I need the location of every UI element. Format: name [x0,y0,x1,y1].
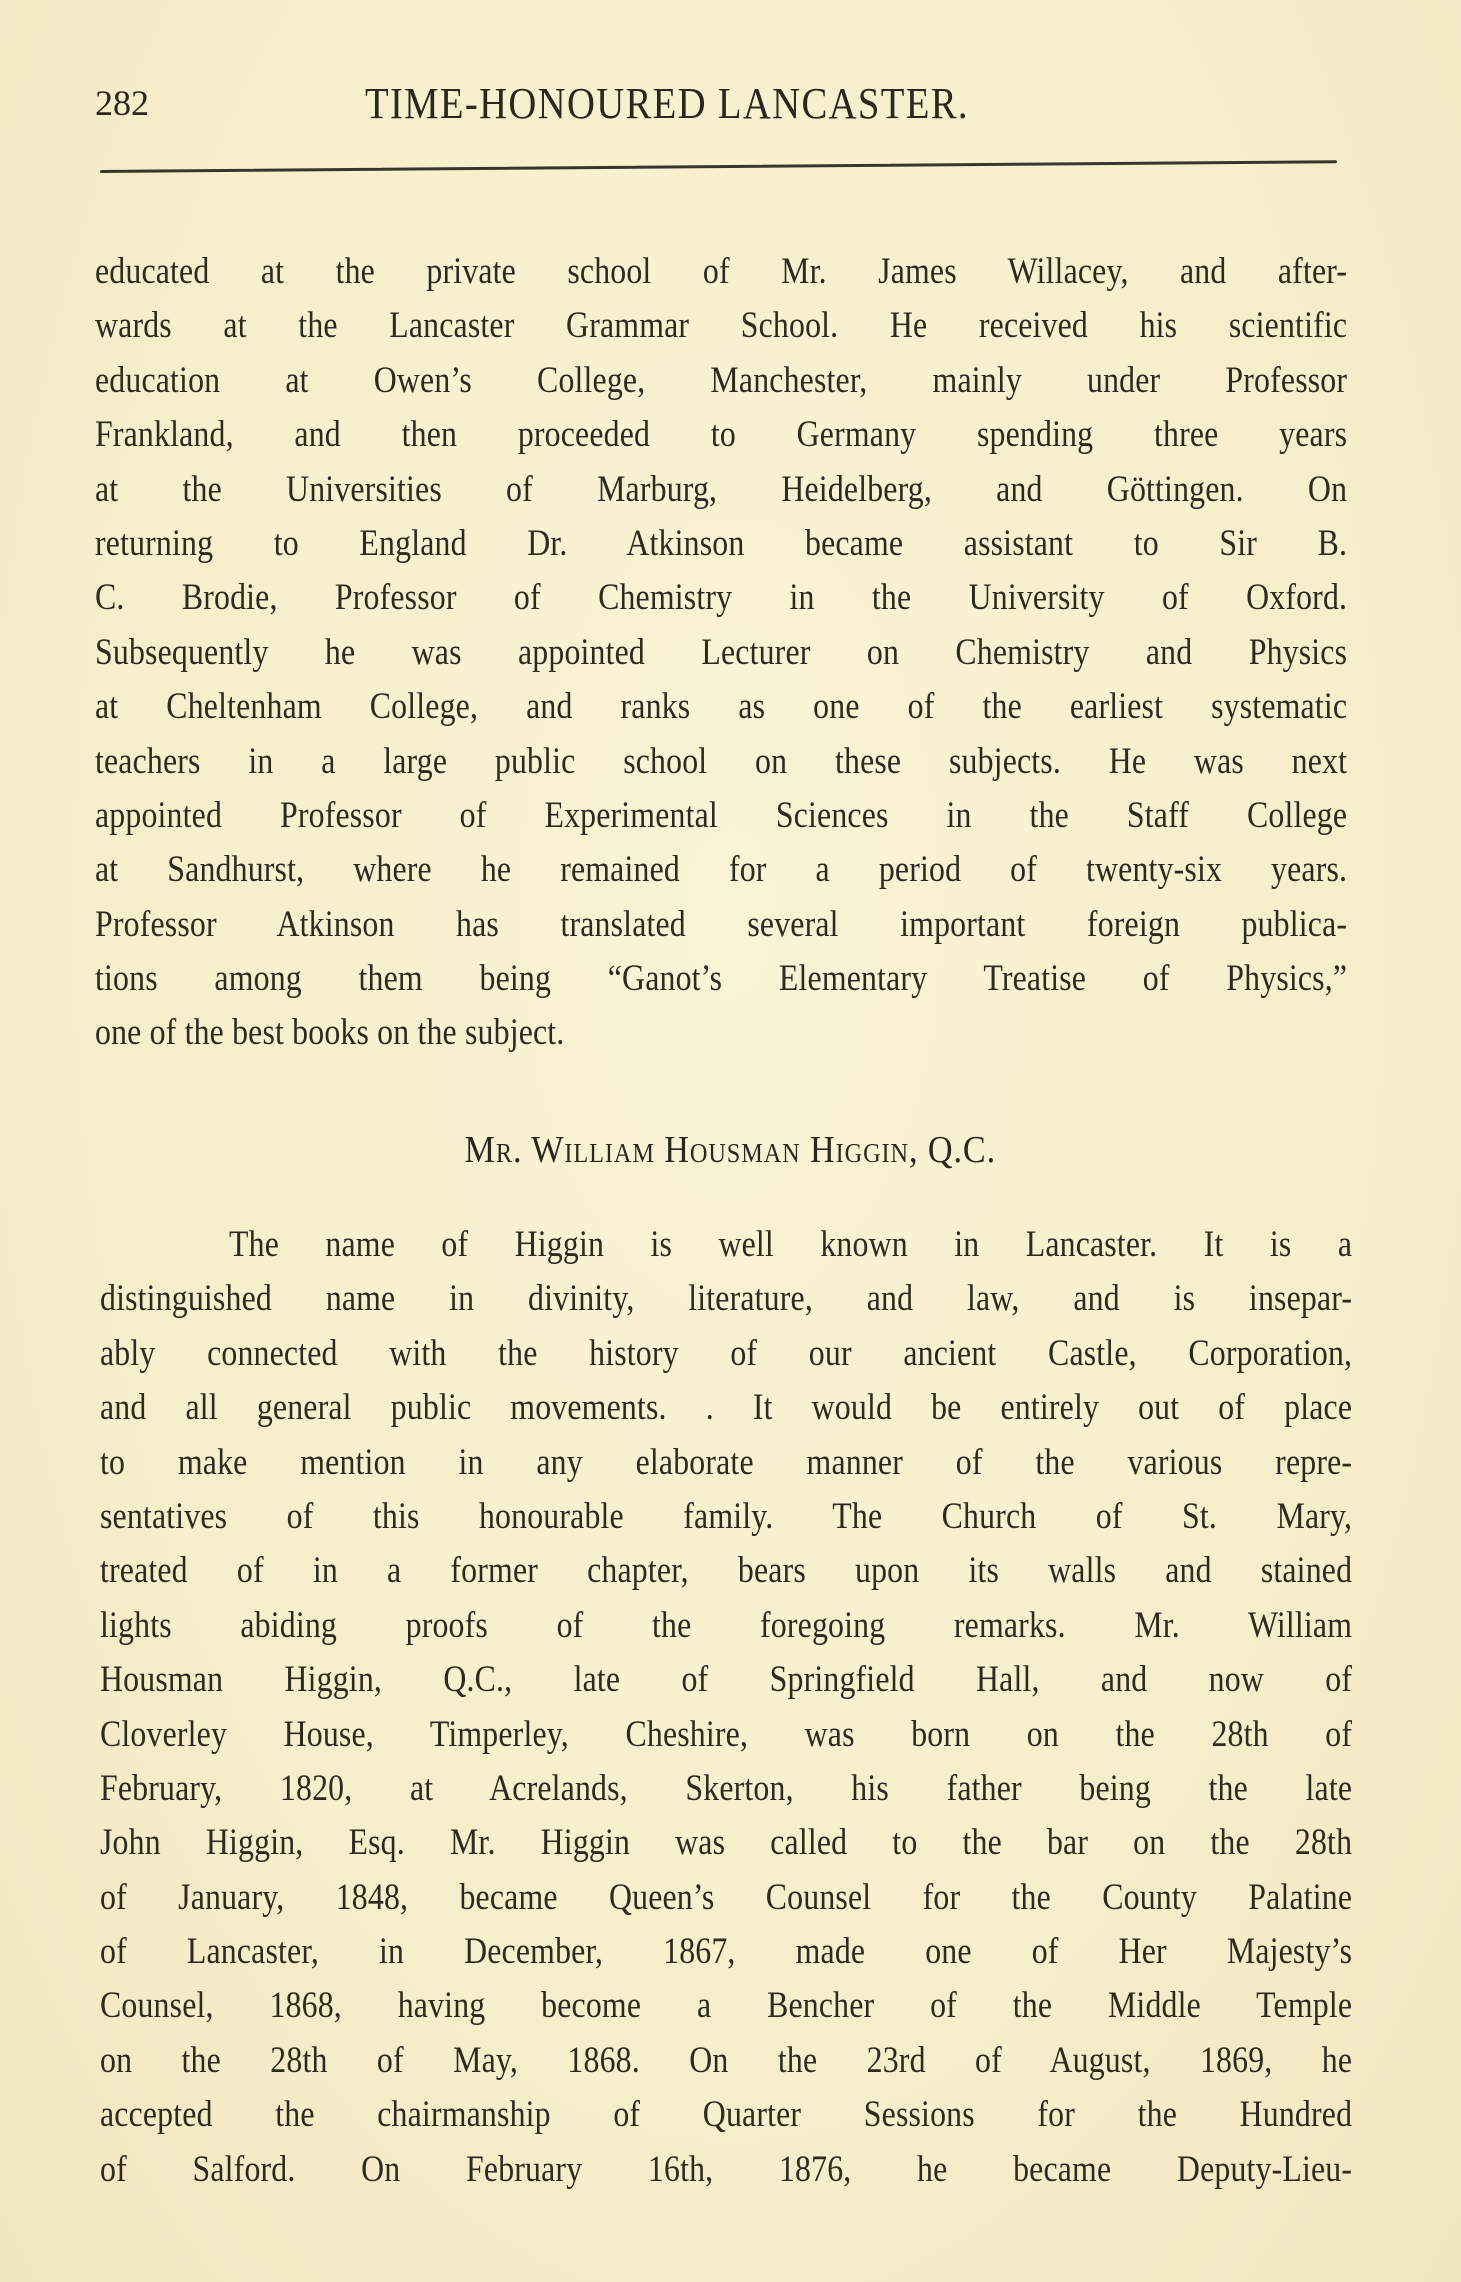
text-line: ably connected with the history of our ancient Castle, Corporation, [100,1332,1353,1374]
text-line: Subsequently he was appointed Lecturer on Chemistry and Physics [95,631,1348,673]
text-line: teachers in a large public school on these subjects. He was next [95,740,1348,782]
text-line: at Cheltenham College, and ranks as one of the earliest systematic [95,686,1348,728]
text-line: tions among them being “Ganot’s Elementary Treatise of Physics,” [95,958,1348,1000]
text-line: one of the best books on the subject. [95,1012,565,1054]
text-line: appointed Professor of Experimental Sciences in the Staff College [95,794,1348,836]
text-line: educated at the private school of Mr. James Willacey, and after- [95,251,1348,292]
section-heading-text: Mr. William Housman Higgin, Q.C. [464,1129,997,1171]
text-line: education at Owen’s College, Manchester, mainly under Professor [95,359,1348,401]
text-line: Frankland, and then proceeded to Germany spending three years [95,414,1348,456]
text-line: at the Universities of Marburg, Heidelberg, and Göttingen. On [95,468,1348,510]
text-line: distinguished name in divinity, literature, and law, and is insepar- [100,1278,1353,1320]
text-line: The name of Higgin is well known in Lancaster. It is a [229,1224,1353,1265]
text-line: of Lancaster, in December, 1867, made one of Her Majesty’s [100,1931,1353,1973]
text-line: Cloverley House, Timperley, Cheshire, was born on the 28th of [100,1713,1353,1755]
text-line: Counsel, 1868, having become a Bencher of the Middle Temple [100,1985,1353,2027]
header-rule-divider [100,160,1337,173]
text-line: on the 28th of May, 1868. On the 23rd of August, 1869, he [100,2039,1353,2081]
text-line: returning to England Dr. Atkinson became assistant to Sir B. [95,522,1348,564]
paragraph-higgin [100,1218,1352,2197]
text-line: accepted the chairmanship of Quarter Sessions for the Hundred [100,2094,1353,2136]
running-title: TIME-HONOURED LANCASTER. [365,79,969,128]
text-line: of Salford. On February 16th, 1876, he became Deputy-Lieu- [100,2148,1353,2190]
running-head [95,78,1345,128]
text-line: February, 1820, at Acrelands, Skerton, his father being the late [100,1767,1353,1809]
text-line: treated of in a former chapter, bears upon its walls and stained [100,1550,1353,1592]
page-number: 282 [95,83,149,123]
paragraph-atkinson [95,245,1347,1061]
text-line: of January, 1848, became Queen’s Counsel for the County Palatine [100,1876,1353,1918]
text-line: wards at the Lancaster Grammar School. He received his scientific [95,305,1348,347]
text-line: C. Brodie, Professor of Chemistry in the University of Oxford. [95,577,1348,619]
text-line: to make mention in any elaborate manner of the various repre- [100,1441,1353,1483]
text-line: lights abiding proofs of the foregoing remarks. Mr. William [100,1604,1353,1646]
text-line: sentatives of this honourable family. The Church of St. Mary, [100,1495,1353,1537]
text-line: Housman Higgin, Q.C., late of Springfield Hall, and now of [100,1659,1353,1701]
text-line: and all general public movements. . It would be entirely out of place [100,1387,1353,1429]
section-heading [0,1128,1461,1172]
text-line: at Sandhurst, where he remained for a period of twenty-six years. [95,849,1348,891]
text-line: John Higgin, Esq. Mr. Higgin was called to the bar on the 28th [100,1822,1353,1864]
text-line: Professor Atkinson has translated several important foreign publica- [95,903,1348,945]
